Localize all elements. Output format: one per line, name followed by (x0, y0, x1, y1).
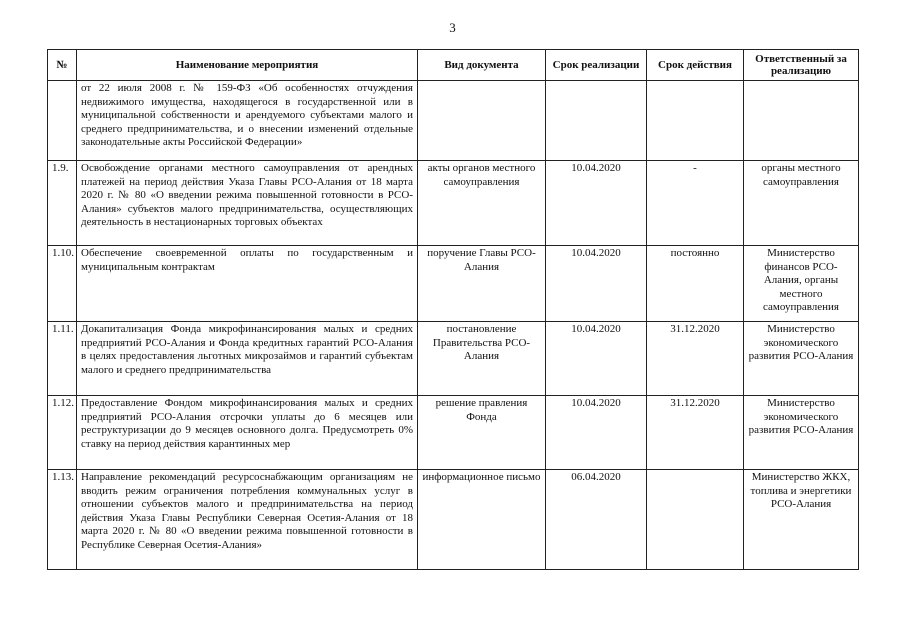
row-validity-term (647, 470, 744, 570)
row-validity-term: - (647, 161, 744, 246)
row-impl-term: 10.04.2020 (546, 246, 647, 322)
row-num: 1.10. (48, 246, 77, 322)
table-row (48, 246, 859, 322)
row-validity-term: постоянно (647, 246, 744, 322)
row-validity-term: 31.12.2020 (647, 396, 744, 470)
header-doc-type: Вид документа (418, 50, 546, 81)
row-impl-term (546, 81, 647, 161)
row-doc-type: акты органов местного самоуправления (418, 161, 546, 246)
table-row (48, 322, 859, 396)
row-impl-term: 10.04.2020 (546, 396, 647, 470)
row-responsible: органы местного самоуправления (744, 161, 859, 246)
table-row (48, 396, 859, 470)
header-impl-term: Срок реализации (546, 50, 647, 81)
row-responsible: Министерство экономического развития РСО-Алания (744, 396, 859, 470)
header-num: № (48, 50, 77, 81)
row-validity-term: 31.12.2020 (647, 322, 744, 396)
row-doc-type: информационное письмо (418, 470, 546, 570)
header-validity-term: Срок действия (647, 50, 744, 81)
header-name: Наименование мероприятия (77, 50, 418, 81)
header-responsible: Ответственный за реализацию (744, 50, 859, 81)
page-number: 3 (449, 20, 456, 35)
row-name: от 22 июля 2008 г. № 159-ФЗ «Об особенностях отчуждения недвижимого имущества, находящегося в государственной или в муниципальной собственности и арендуемого субъектами малого и среднего предпринимательства, и о внесении изменений отдельные законодательные акты Российской Федерации» (77, 81, 418, 161)
row-responsible: Министерство экономического развития РСО-Алания (744, 322, 859, 396)
row-name: Предоставление Фондом микрофинансирования малых и средних предприятий РСО-Алания отсрочки уплаты до 6 месяцев или реструктуризации до 9 месяцев основного долга. Предусмотреть 0% ставку на период действия карантинных мер (77, 396, 418, 470)
row-num: 1.9. (48, 161, 77, 246)
row-impl-term: 10.04.2020 (546, 161, 647, 246)
row-name: Обеспечение своевременной оплаты по государственным и муниципальным контрактам (77, 246, 418, 322)
row-num: 1.13. (48, 470, 77, 570)
row-responsible: Министерство ЖКХ, топлива и энергетики РСО-Алания (744, 470, 859, 570)
measures-table (47, 49, 859, 570)
table-row (48, 81, 859, 161)
row-doc-type (418, 81, 546, 161)
row-num (48, 81, 77, 161)
row-name: Освобождение органами местного самоуправления от арендных платежей на период действия Указа Главы РСО-Алания от 18 марта 2020 г. № 80 «О введении режима повышенной готовности в РСО-Алания» субъектов малого предпринимательства, осуществляющих деятельность в нестационарных торговых объектах (77, 161, 418, 246)
row-num: 1.11. (48, 322, 77, 396)
table-row (48, 470, 859, 570)
row-responsible: Министерство финансов РСО-Алания, органы местного самоуправления (744, 246, 859, 322)
row-impl-term: 10.04.2020 (546, 322, 647, 396)
row-responsible (744, 81, 859, 161)
table-header-row (48, 50, 859, 81)
row-name: Докапитализация Фонда микрофинансирования малых и средних предприятий РСО-Алания и Фонда кредитных гарантий РСО-Алания в целях предоставления льготных микрозаймов и гарантий субъектам малого и среднего предпринимательства (77, 322, 418, 396)
row-doc-type: поручение Главы РСО-Алания (418, 246, 546, 322)
row-impl-term: 06.04.2020 (546, 470, 647, 570)
row-num: 1.12. (48, 396, 77, 470)
row-doc-type: постановление Правительства РСО-Алания (418, 322, 546, 396)
row-validity-term (647, 81, 744, 161)
table-row (48, 161, 859, 246)
row-doc-type: решение правления Фонда (418, 396, 546, 470)
row-name: Направление рекомендаций ресурсоснабжающим организациям не вводить режим ограничения потребления коммунальных услуг в отношении субъектов малого и предпринимательства на период действия Указа Главы Республики Северная Осетия-Алания от 18 марта 2020 г. № 80 «О введении режима повышенной готовности в Республике Северная Осетия-Алания» (77, 470, 418, 570)
